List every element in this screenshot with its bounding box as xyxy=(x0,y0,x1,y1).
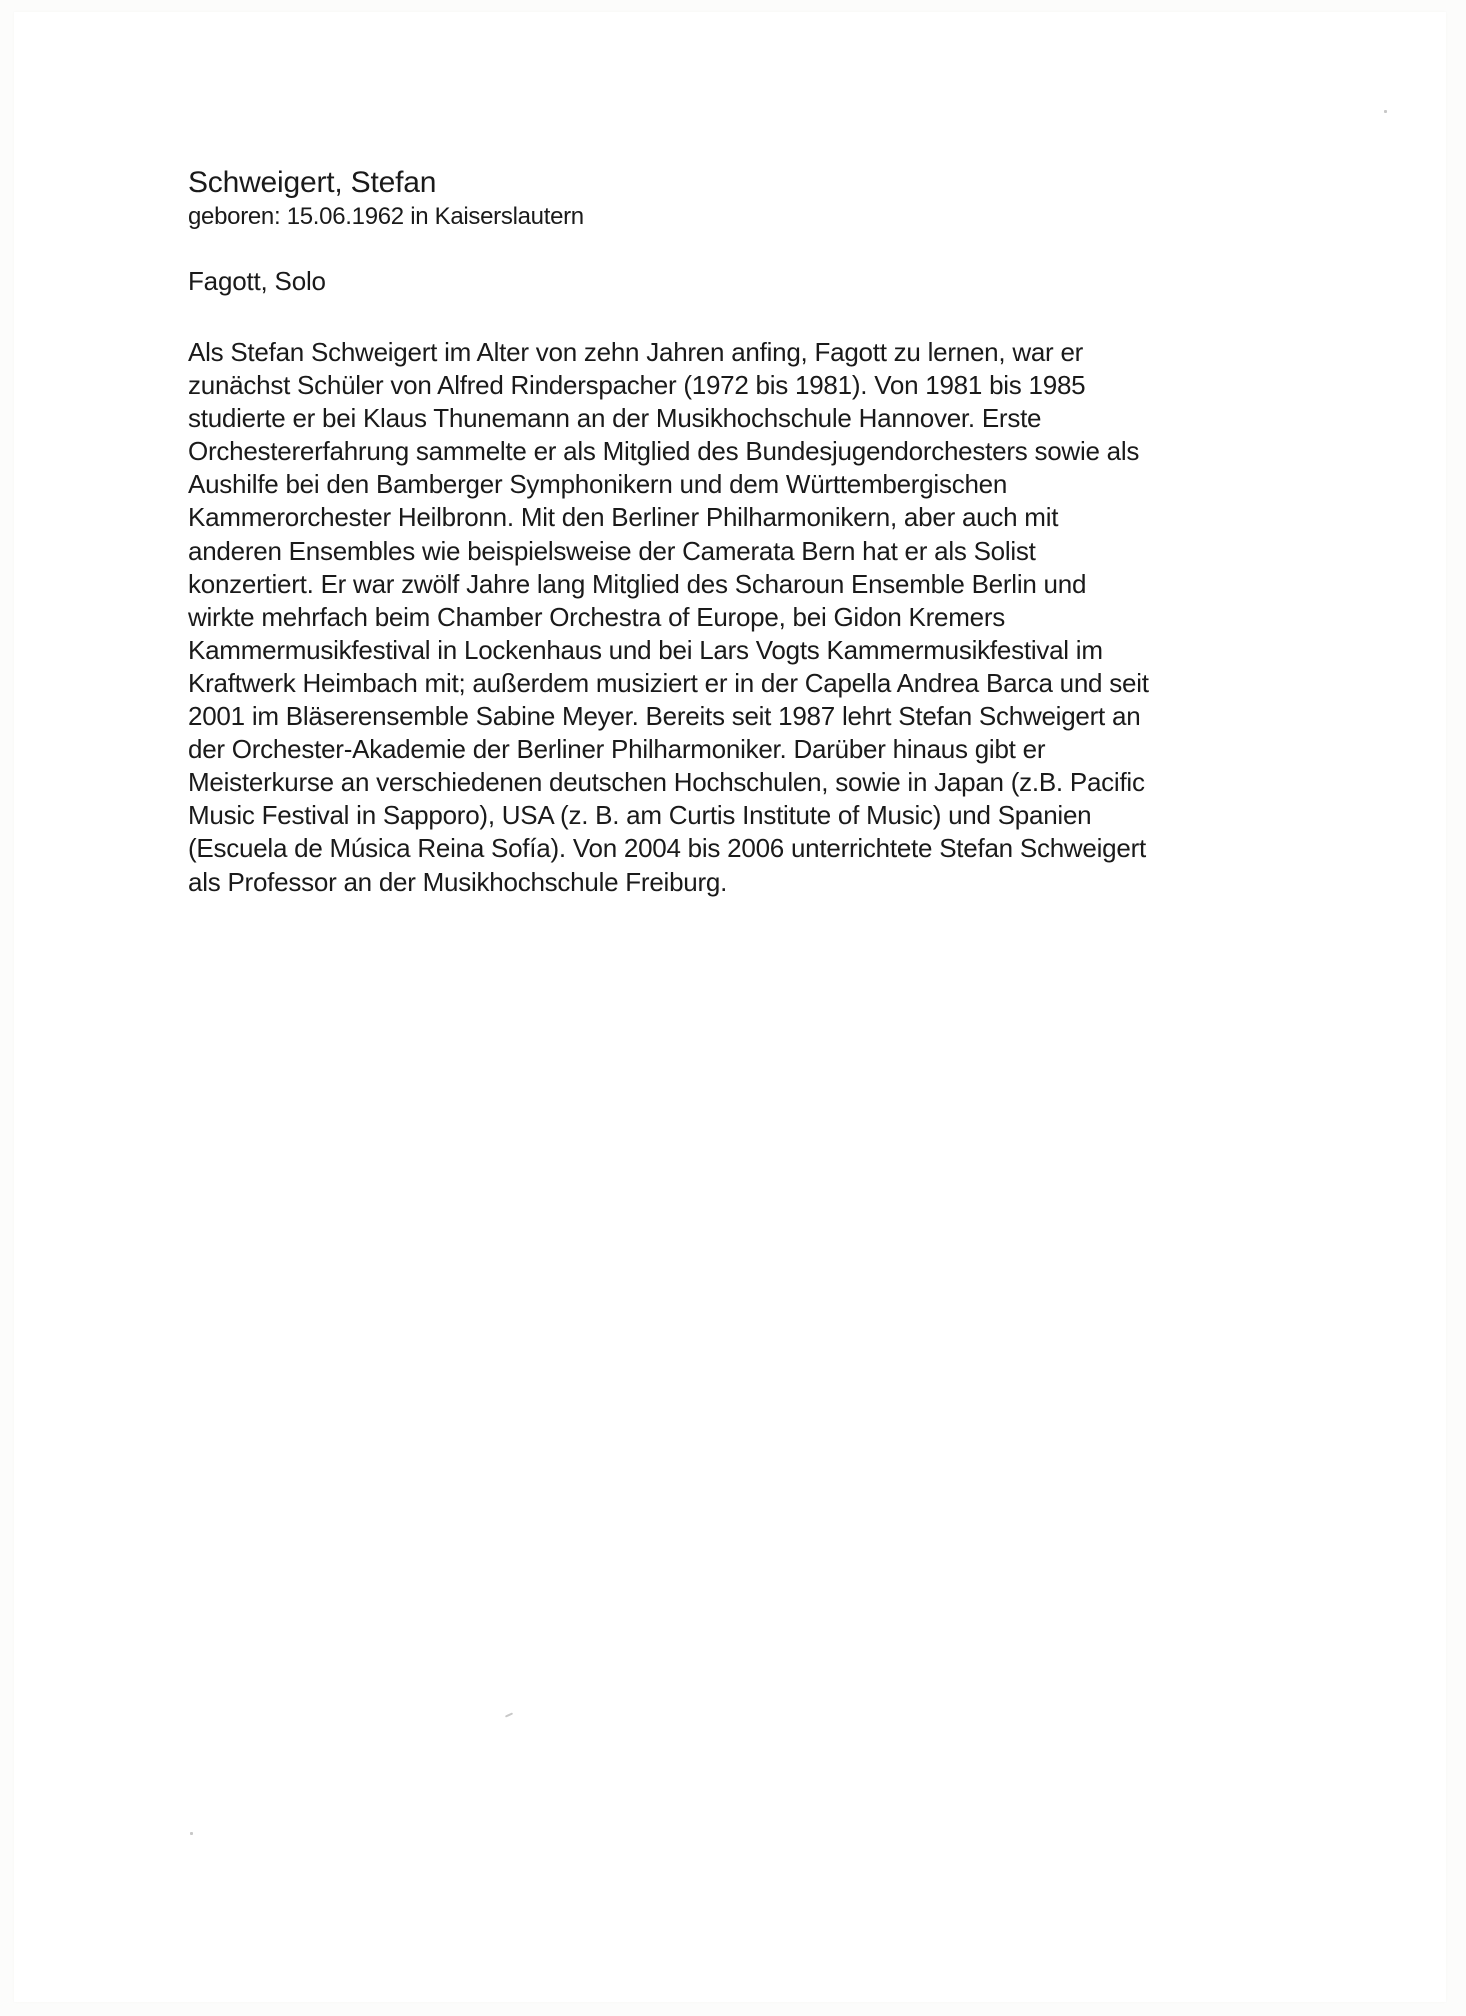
biography-line: Music Festival in Sapporo), USA (z. B. am Curtis Institute of Music) und Spanien xyxy=(188,800,1092,831)
biography-line: Kammermusikfestival in Lockenhaus und bei Lars Vogts Kammermusikfestival im xyxy=(188,634,1103,665)
birth-info: geboren: 15.06.1962 in Kaiserslautern xyxy=(188,203,584,230)
scan-speck xyxy=(190,1832,193,1835)
biography-line: Orchestererfahrung sammelte er als Mitglied des Bundesjugendorchesters sowie als xyxy=(188,436,1140,467)
biography-line: studierte er bei Klaus Thunemann an der Musikhochschule Hannover. Erste xyxy=(188,403,1042,434)
person-name: Schweigert, Stefan xyxy=(188,166,437,199)
biography-line: (Escuela de Música Reina Sofía). Von 2004 bis 2006 unterrichtete Stefan Schweigert xyxy=(188,833,1146,864)
biography-line: Als Stefan Schweigert im Alter von zehn Jahren anfing, Fagott zu lernen, war er xyxy=(188,337,1084,367)
biography-line: wirkte mehrfach beim Chamber Orchestra of Europe, bei Gidon Kremers xyxy=(188,601,1006,632)
biography-line: anderen Ensembles wie beispielsweise der Camerata Bern hat er als Solist xyxy=(188,535,1036,566)
biography-line: Meisterkurse an verschiedenen deutschen Hochschulen, sowie in Japan (z.B. Pacific xyxy=(188,767,1145,798)
biography-line: konzertiert. Er war zwölf Jahre lang Mitglied des Scharoun Ensemble Berlin und xyxy=(188,568,1087,599)
biography-line: Aushilfe bei den Bamberger Symphonikern und dem Württembergischen xyxy=(188,469,1008,500)
biography-line: der Orchester-Akademie der Berliner Philharmoniker. Darüber hinaus gibt er xyxy=(188,734,1046,765)
biography-line: 2001 im Bläserensemble Sabine Meyer. Bereits seit 1987 lehrt Stefan Schweigert an xyxy=(188,701,1141,732)
biography-line: als Professor an der Musikhochschule Freiburg. xyxy=(188,866,728,897)
biography-paragraph xyxy=(188,336,1288,899)
document-content xyxy=(188,166,1288,899)
instrument-position: Fagott, Solo xyxy=(188,266,326,296)
biography-line: Kammerorchester Heilbronn. Mit den Berliner Philharmonikern, aber auch mit xyxy=(188,502,1059,533)
biography-line: zunächst Schüler von Alfred Rinderspacher (1972 bis 1981). Von 1981 bis 1985 xyxy=(188,370,1086,401)
scan-speck xyxy=(1384,110,1387,113)
biography-line: Kraftwerk Heimbach mit; außerdem musiziert er in der Capella Andrea Barca und seit xyxy=(188,667,1149,698)
